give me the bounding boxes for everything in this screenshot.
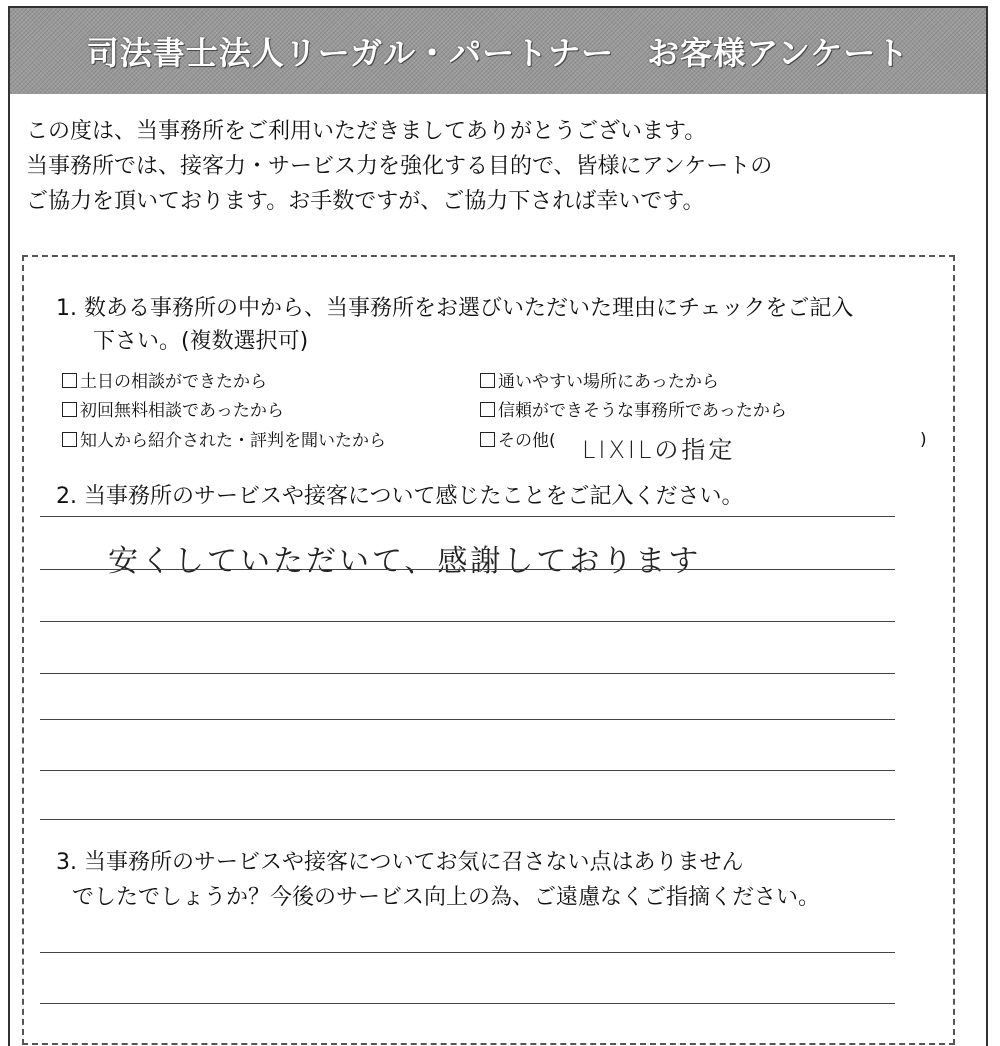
- option-label: 知人から紹介された・評判を聞いたから: [80, 431, 386, 451]
- page-title: 司法書士法人リーガル・パートナー お客様アンケート: [86, 34, 910, 72]
- question-3-line1: 3. 当事務所のサービスや接客についてお気に召さない点はありません: [56, 850, 744, 875]
- answer-line: [40, 516, 895, 517]
- intro-line: この度は、当事務所をご利用いただきましてありがとうございます。: [26, 119, 707, 144]
- intro-line: 当事務所では、接客力・サービス力を強化する目的で、皆様にアンケートの: [26, 154, 773, 179]
- title-bar: [10, 8, 986, 94]
- option-label: 初回無料相談であったから: [80, 401, 284, 421]
- checkbox-icon[interactable]: [62, 373, 77, 388]
- option-referral[interactable]: [62, 430, 386, 452]
- question-1: [56, 292, 956, 358]
- question-3-line2: でしたでしょうか？今後のサービス向上の為、ご遠慮なくご指摘ください。: [72, 885, 821, 910]
- checkbox-icon[interactable]: [480, 373, 495, 388]
- other-close-paren: ): [920, 430, 927, 450]
- answer-line: [40, 1003, 895, 1004]
- option-label: 信頼ができそうな事務所であったから: [498, 401, 787, 421]
- option-label: 土日の相談ができたから: [80, 372, 267, 392]
- answer-line: [40, 673, 895, 674]
- intro-text: [26, 114, 956, 219]
- option-location[interactable]: [480, 371, 719, 393]
- answer-line: [40, 770, 895, 771]
- question-1-line2: 下さい。(複数選択可): [93, 329, 309, 354]
- question-2: 2. 当事務所のサービスや接客について感じたことをご記入ください。: [56, 484, 744, 509]
- answer-line: [40, 819, 895, 820]
- checkbox-icon[interactable]: [62, 432, 77, 447]
- intro-line: ご協力を頂いております。お手数ですが、ご協力下されば幸いです。: [26, 189, 705, 214]
- checkbox-icon[interactable]: [480, 402, 495, 417]
- question-2-handwritten-answer[interactable]: 安くしていただいて、感謝しております: [108, 544, 702, 579]
- other-handwritten-answer[interactable]: LIXILの指定: [582, 436, 736, 464]
- checkbox-icon[interactable]: [480, 432, 495, 447]
- option-weekend[interactable]: [62, 371, 267, 393]
- answer-line: [40, 952, 895, 953]
- option-label: 通いやすい場所にあったから: [498, 372, 719, 392]
- answer-line: [40, 569, 895, 570]
- option-other[interactable]: [480, 430, 556, 452]
- answer-line: [40, 621, 895, 622]
- option-trust[interactable]: [480, 400, 787, 422]
- question-1-line1: 1. 数ある事務所の中から、当事務所をお選びいただいた理由にチェックをご記入: [56, 296, 854, 321]
- option-label: その他(: [498, 431, 556, 451]
- answer-line: [40, 719, 895, 720]
- checkbox-icon[interactable]: [62, 402, 77, 417]
- option-free-consult[interactable]: [62, 400, 284, 422]
